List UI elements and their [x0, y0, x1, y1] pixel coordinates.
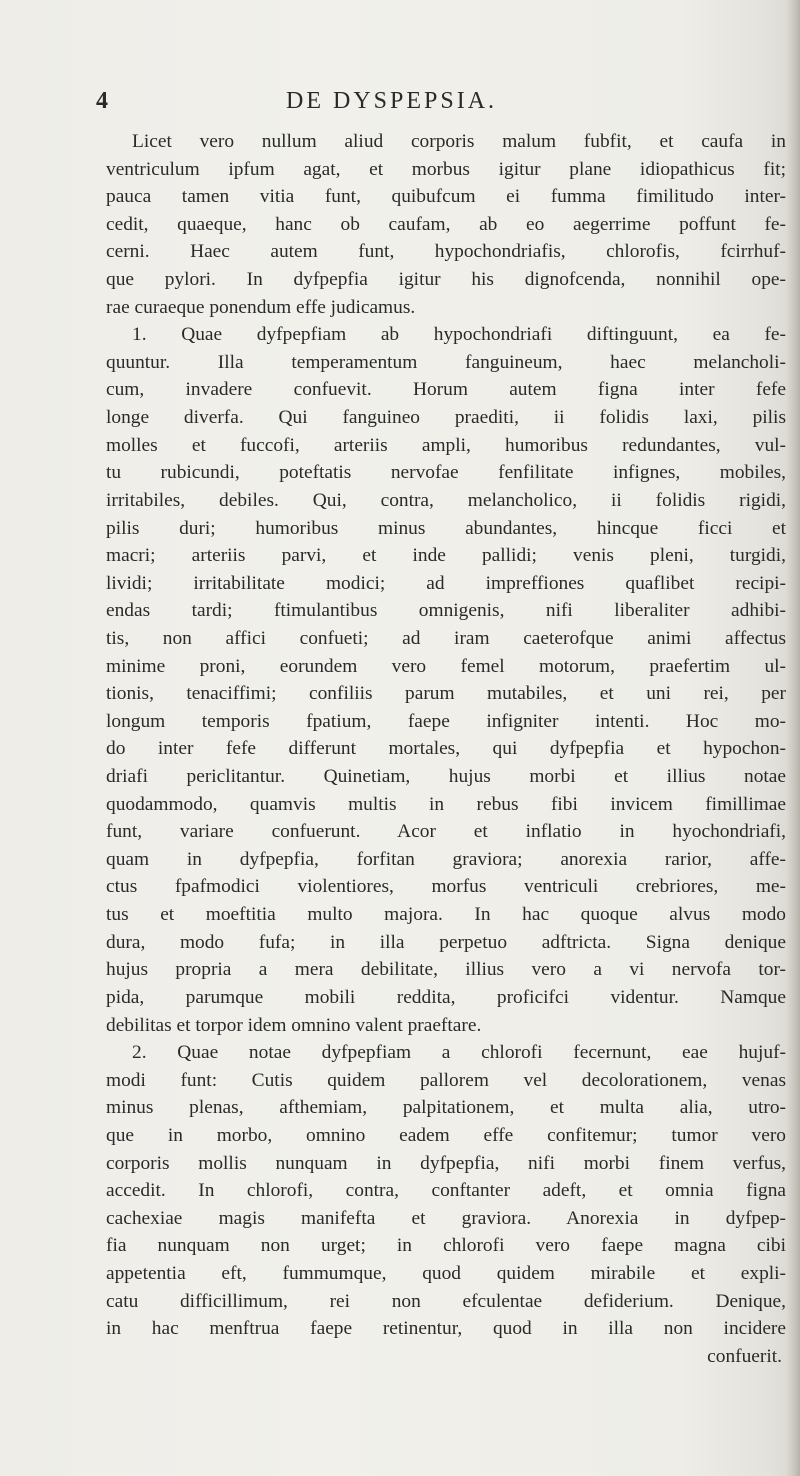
text-line: do inter fefe differunt mortales, qui dyfpepfia et hypochon-	[106, 738, 786, 760]
text-line: 2. Quae notae dyfpepfiam a chlorofi fecernunt, eae hujuf-	[132, 1042, 786, 1064]
text-line: irritabiles, debiles. Qui, contra, melancholico, ii folidis rigidi,	[106, 489, 786, 511]
text-line: in hac menftrua faepe retinentur, quod in illa non incidere	[106, 1318, 786, 1340]
text-line: minime proni, eorundem vero femel motorum, praefertim ul-	[106, 655, 786, 677]
text-line: modi funt: Cutis quidem pallorem vel decolorationem, venas	[106, 1069, 786, 1091]
running-title: DE DYSPEPSIA.	[286, 88, 498, 114]
text-line: tus et moeftitia multo majora. In hac quoque alvus modo	[106, 904, 786, 926]
text-line: debilitas et torpor idem omnino valent praeftare.	[106, 1014, 482, 1036]
text-line: pilis duri; humoribus minus abundantes, hincque ficci et	[106, 517, 786, 539]
text-line: 1. Quae dyfpepfiam ab hypochondriafi diftinguunt, ea fe-	[132, 324, 786, 346]
text-line: tis, non affici confueti; ad iram caeterofque animi affectus	[106, 627, 786, 649]
text-line: accedit. In chlorofi, contra, conftanter adeft, et omnia figna	[106, 1180, 786, 1202]
page-header	[96, 84, 656, 124]
text-line: appetentia eft, fummumque, quod quidem mirabile et expli-	[106, 1262, 786, 1284]
page-edge-shadow	[786, 0, 800, 1476]
text-line: Licet vero nullum aliud corporis malum fubfit, et caufa in	[132, 131, 786, 152]
text-line: cachexiae magis manifefta et graviora. Anorexia in dyfpep-	[106, 1207, 786, 1229]
text-line: cerni. Haec autem funt, hypochondriafis, chlorofis, fcirrhuf-	[106, 241, 786, 263]
text-line: cum, invadere confuevit. Horum autem figna inter fefe	[106, 379, 786, 401]
text-line: fia nunquam non urget; in chlorofi vero faepe magna cibi	[106, 1235, 786, 1257]
body-text	[106, 128, 786, 1370]
text-line: tionis, tenaciffimi; confiliis parum mutabiles, et uni rei, per	[106, 683, 786, 705]
text-line: confuerit.	[707, 1345, 782, 1367]
text-line: funt, variare confuerunt. Acor et inflatio in hyochondriafi,	[106, 821, 786, 843]
text-line: quuntur. Illa temperamentum fanguineum, haec melancholi-	[106, 351, 786, 373]
text-line: ventriculum ipfum agat, et morbus igitur plane idiopathicus fit;	[106, 158, 786, 180]
text-line: que pylori. In dyfpepfia igitur his dignofcenda, nonnihil ope-	[106, 269, 786, 291]
text-line: pida, parumque mobili reddita, proficifci videntur. Namque	[106, 986, 786, 1008]
text-line: driafi periclitantur. Quinetiam, hujus morbi et illius notae	[106, 766, 786, 788]
text-line: macri; arteriis parvi, et inde pallidi; venis pleni, turgidi,	[106, 545, 786, 567]
text-line: endas tardi; ftimulantibus omnigenis, nifi liberaliter adhibi-	[106, 600, 786, 622]
text-line: pauca tamen vitia funt, quibufcum ei fumma fimilitudo inter-	[106, 186, 786, 208]
text-line: tu rubicundi, poteftatis nervofae fenfilitate infignes, mobiles,	[106, 462, 786, 484]
text-line: que in morbo, omnino eadem effe confitemur; tumor vero	[106, 1124, 786, 1146]
text-line: lividi; irritabilitate modici; ad impreffiones quaflibet recipi-	[106, 572, 786, 594]
text-line: catu difficillimum, rei non efculentae defiderium. Denique,	[106, 1290, 786, 1312]
text-line: longe diverfa. Qui fanguineo praediti, ii folidis laxi, pilis	[106, 407, 786, 429]
text-line: molles et fuccofi, arteriis ampli, humoribus redundantes, vul-	[106, 434, 786, 456]
text-line: dura, modo fufa; in illa perpetuo adftricta. Signa denique	[106, 931, 786, 953]
text-line: longum temporis fpatium, faepe infigniter intenti. Hoc mo-	[106, 710, 786, 732]
text-line: corporis mollis nunquam in dyfpepfia, nifi morbi finem verfus,	[106, 1152, 786, 1174]
text-line: rae curaeque ponendum effe judicamus.	[106, 296, 416, 318]
text-line: hujus propria a mera debilitate, illius vero a vi nervofa tor-	[106, 959, 786, 981]
text-line: quodammodo, quamvis multis in rebus fibi invicem fimillimae	[106, 793, 786, 815]
text-line: ctus fpafmodici violentiores, morfus ventriculi crebriores, me-	[106, 876, 786, 898]
page-number: 4	[96, 88, 109, 114]
text-line: cedit, quaeque, hanc ob caufam, ab eo aegerrime poffunt fe-	[106, 213, 786, 235]
text-line: quam in dyfpepfia, forfitan graviora; anorexia rarior, affe-	[106, 848, 786, 870]
text-line: minus plenas, afthemiam, palpitationem, et multa alia, utro-	[106, 1097, 786, 1119]
